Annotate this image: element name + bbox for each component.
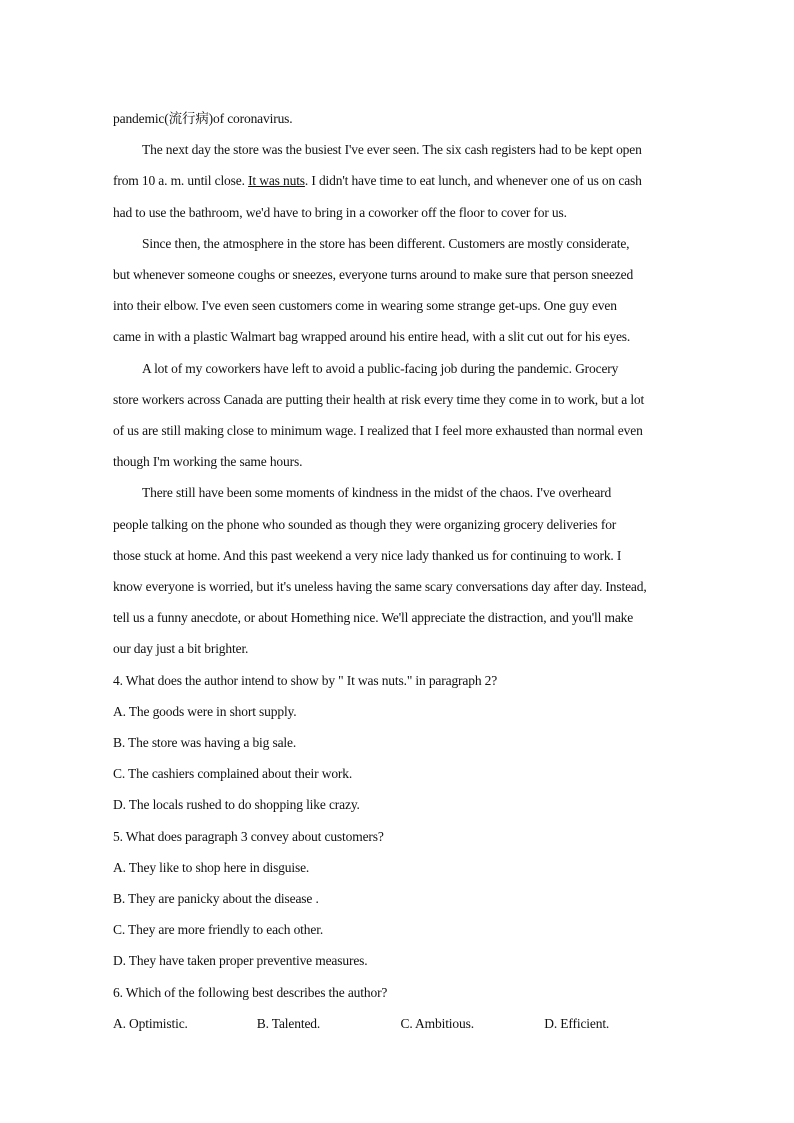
options-row [113,1008,688,1039]
question-stem: 6. Which of the following best describes the author? [113,984,388,1000]
option-d: D. Efficient. [544,1015,610,1031]
option-c: C. They are more friendly to each other. [113,922,324,938]
p5-line-4: know everyone is worried, but it's uneless having the same scary conversations day after day. Instead, [113,579,647,595]
p3-line-2: but whenever someone coughs or sneezes, everyone turns around to make sure that person sneezed [113,267,634,283]
paragraph-5 [113,477,688,664]
question-stem: 5. What does paragraph 3 convey about customers? [113,828,384,844]
p5-line-6: our day just a bit brighter. [113,641,249,657]
option-b: B. Talented. [256,1015,321,1031]
option-c: C. The cashiers complained about their work. [113,766,353,782]
question-6 [113,977,688,1039]
p4-line-4: though I'm working the same hours. [113,454,303,470]
p2-line-3: had to use the bathroom, we'd have to bring in a coworker off the floor to cover for us. [113,204,567,220]
p3-line-3: into their elbow. I've even seen customers come in wearing some strange get-ups. One guy even [113,298,617,314]
p5-line-2: people talking on the phone who sounded as though they were organizing grocery deliveries for [113,516,617,532]
p2-line-2 [113,165,688,196]
question-5 [113,821,688,977]
question-stem: 4. What does the author intend to show by " It was nuts." in paragraph 2? [113,672,498,688]
option-d: D. They have taken proper preventive measures. [113,953,368,969]
paragraph-4 [113,353,688,478]
underlined-phrase: It was nuts [248,173,305,189]
option-d: D. The locals rushed to do shopping like crazy. [113,797,360,813]
option-b: B. The store was having a big sale. [113,735,297,751]
option-c: C. Ambitious. [400,1015,474,1031]
p4-line-3: of us are still making close to minimum wage. I realized that I feel more exhausted than normal even [113,423,643,439]
p2-line-2-start: from 10 a. m. until close. [113,173,249,189]
paragraph-2 [113,134,688,228]
p3-line-4: came in with a plastic Walmart bag wrapped around his entire head, with a slit cut out for his eyes. [113,329,631,345]
paragraph-1-tail: pandemic(流行病)of coronavirus. [113,111,293,126]
question-4 [113,665,688,821]
option-a: A. Optimistic. [113,1015,188,1031]
option-a: A. The goods were in short supply. [113,703,297,719]
p4-line-1: A lot of my coworkers have left to avoid a public-facing job during the pandemic. Grocery [142,360,619,376]
option-b: B. They are panicky about the disease . [113,891,319,907]
option-a: A. They like to shop here in disguise. [113,859,310,875]
p5-line-1: There still have been some moments of kindness in the midst of the chaos. I've overheard [142,485,612,501]
p5-line-3: those stuck at home. And this past weekend a very nice lady thanked us for continuing to work. I [113,547,622,563]
p2-line-2-end: . I didn't have time to eat lunch, and whenever one of us on cash [304,173,642,189]
document-page [113,103,688,1039]
paragraph-3 [113,228,688,353]
p4-line-2: store workers across Canada are putting their health at risk every time they come in to work, but a lot [113,391,645,407]
p5-line-5: tell us a funny anecdote, or about Homething nice. We'll appreciate the distraction, and you'll make [113,610,634,626]
p2-line-1: The next day the store was the busiest I've ever seen. The six cash registers had to be kept open [142,142,642,158]
p3-line-1: Since then, the atmosphere in the store has been different. Customers are mostly considerate, [142,235,630,251]
